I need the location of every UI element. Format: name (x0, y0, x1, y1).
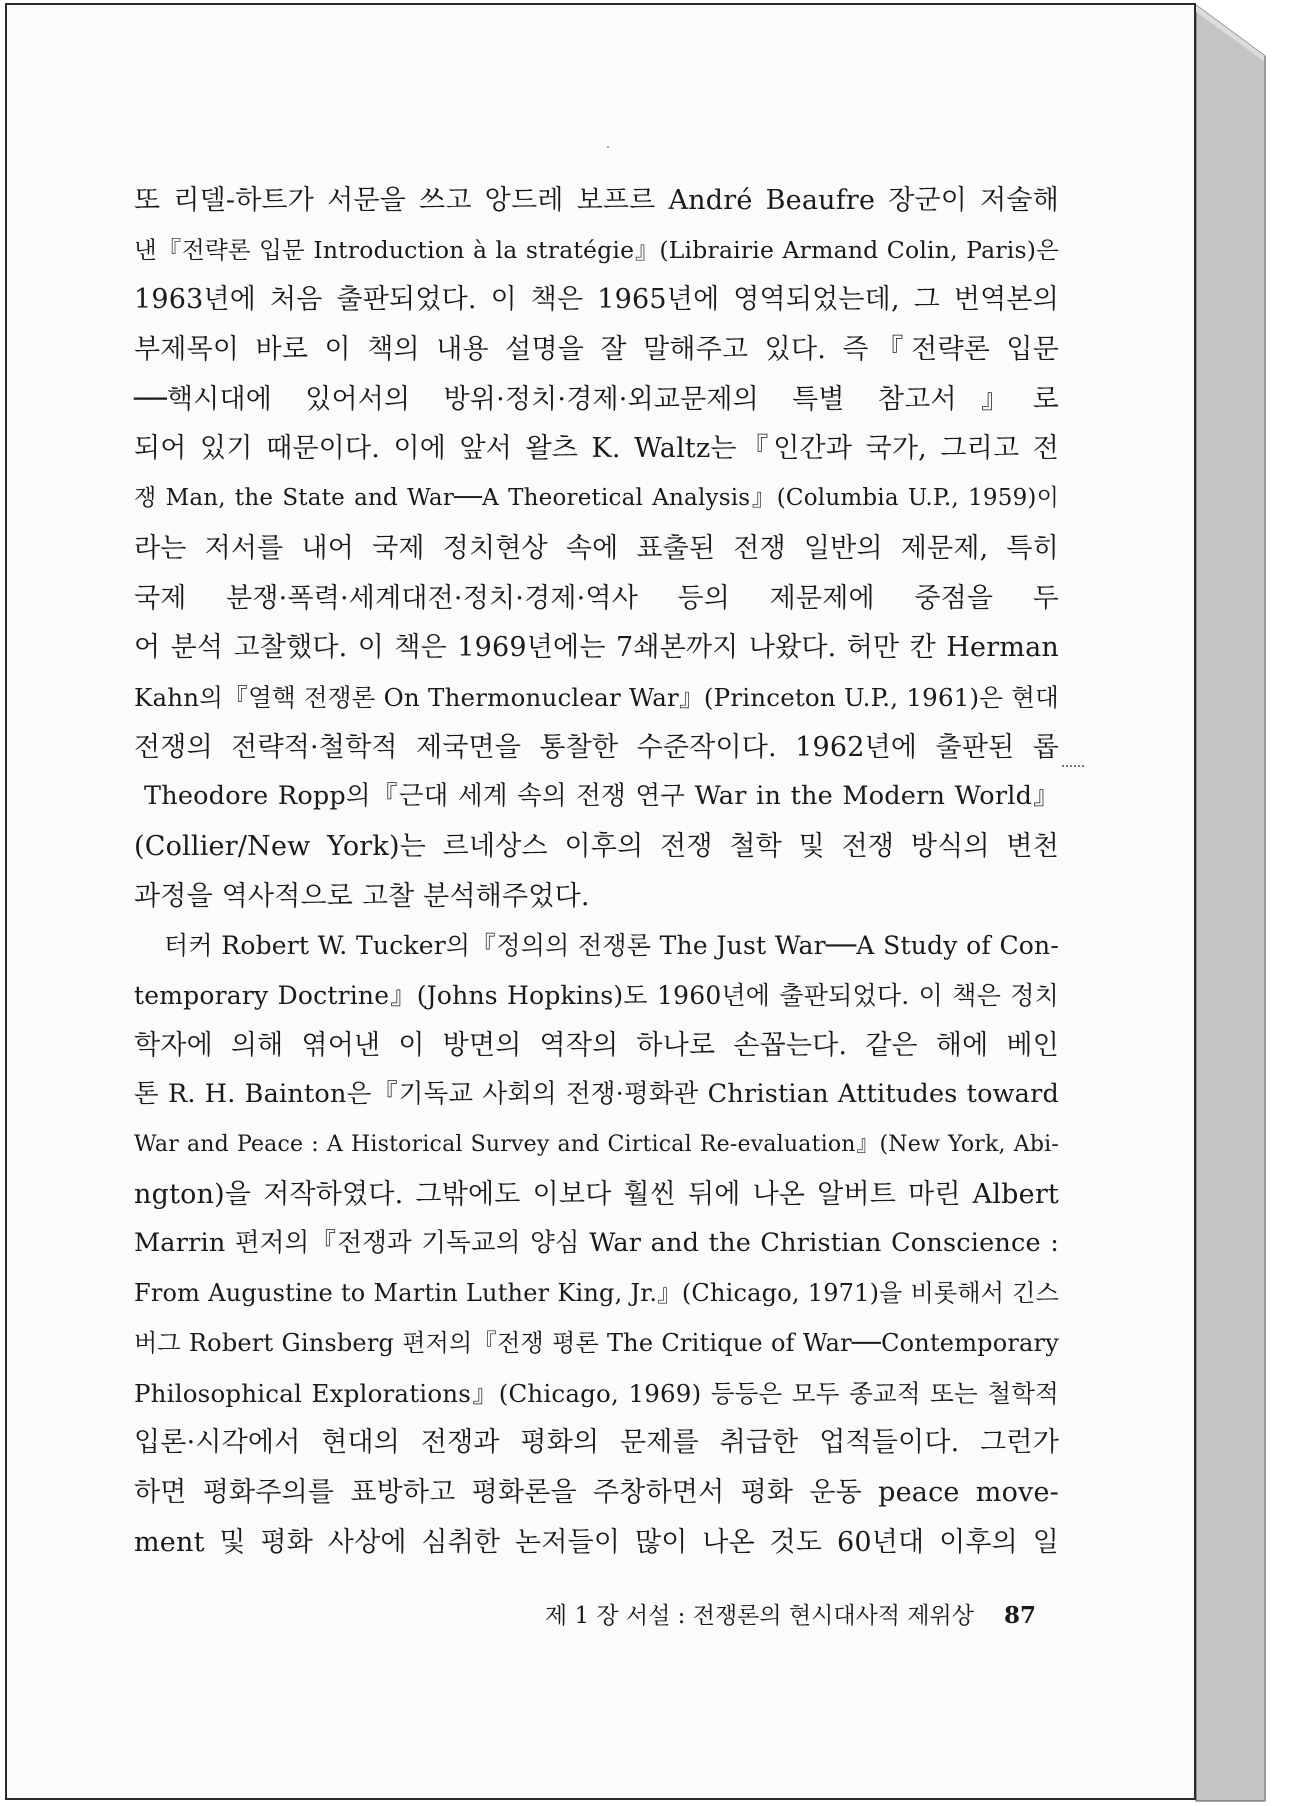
text-line: 쟁 Man, the State and War──A Theoretical Analysis』(Columbia U.P., 1959)이 (134, 485, 1059, 512)
text-line: (Collier/New York)는 르네상스 이후의 전쟁 철학 및 전쟁 방식의 변천 (134, 830, 1059, 862)
text-line: Kahn의『열핵 전쟁론 On Thermonuclear War』(Princeton U.P., 1961)은 현대 (134, 682, 1059, 712)
book-page (5, 3, 1196, 1800)
text-line: 터커 Robert W. Tucker의『정의의 전쟁론 The Just War──A Study of Con- (164, 931, 1059, 961)
text-line: 입론·시각에서 현대의 전쟁과 평화의 문제를 취급한 업적들이다. 그런가 (134, 1427, 1059, 1459)
text-line: 과정을 역사적으로 고찰 분석해주었다. (134, 880, 590, 912)
text-line: ngton)을 저작하였다. 그밖에도 이보다 훨씬 뒤에 나온 알버트 마린 Albert (134, 1178, 1059, 1210)
text-line: 1963년에 처음 출판되었다. 이 책은 1965년에 영역되었는데, 그 번역본의 (134, 284, 1059, 316)
text-line: 어 분석 고찰했다. 이 책은 1969년에는 7쇄본까지 나왔다. 허만 칸 Herman (134, 632, 1059, 664)
text-line: From Augustine to Martin Luther King, Jr.』(Chicago, 1971)을 비롯해서 긴스 (134, 1279, 1059, 1308)
chapter-title: 제 1 장 서설 : 전쟁론의 현시대사적 제위상 (544, 1603, 974, 1629)
text-line: 낸『전략론 입문 Introduction à la stratégie』(Librairie Armand Colin, Paris)은 (134, 235, 1059, 264)
text-line: 버그 Robert Ginsberg 편저의『전쟁 평론 The Critique of War──Contemporary (134, 1328, 1059, 1357)
text-line: 또 리델-하트가 서문을 쓰고 앙드레 보프르 André Beaufre 장군이 저술해 (134, 185, 1059, 216)
text-line: 전쟁의 전략적·철학적 제국면을 통찰한 수준작이다. 1962년에 출판된 롭 (134, 731, 1059, 763)
text-line: 국제 분쟁·폭력·세계대전·정치·경제·역사 등의 제문제에 중점을 두 (134, 582, 1059, 614)
text-line: 라는 저서를 내어 국제 정치현상 속에 표출된 전쟁 일반의 제문제, 특히 (134, 532, 1059, 564)
text-line: Philosophical Explorations』(Chicago, 1969) 등등은 모두 종교적 또는 철학적 (134, 1378, 1059, 1408)
running-footer (496, 1597, 1036, 1630)
margin-mark (1062, 765, 1084, 769)
text-line: 되어 있기 때문이다. 이에 앞서 왈츠 K. Waltz는『인간과 국가, 그리고 전 (134, 433, 1059, 465)
text-line: temporary Doctrine』(Johns Hopkins)도 1960년에 출판되었다. 이 책은 정치 (134, 981, 1059, 1010)
text-line: ment 및 평화 사상에 심취한 논저들이 많이 나온 것도 60년대 이후의 일 (134, 1526, 1059, 1558)
text-line: Theodore Ropp의『근대 세계 속의 전쟁 연구 War in the Modern World』 (144, 781, 1059, 812)
text-line: 톤 R. H. Bainton은『기독교 사회의 전쟁·평화관 Christian Attitudes toward (134, 1079, 1059, 1110)
page-number: 87 (1003, 1602, 1036, 1629)
text-line: 부제목이 바로 이 책의 내용 설명을 잘 말해주고 있다. 즉『전략론 입문 (134, 334, 1059, 366)
text-line: 하면 평화주의를 표방하고 평화론을 주창하면서 평화 운동 peace move- (134, 1476, 1059, 1508)
text-line: War and Peace : A Historical Survey and Cirtical Re-evaluation』(New York, Abi- (134, 1132, 1059, 1158)
text-line: ──핵시대에 있어서의 방위·정치·경제·외교문제의 특별 참고서』로 (134, 383, 1059, 415)
body-text (134, 176, 1059, 1567)
text-line: 학자에 의해 엮어낸 이 방면의 역작의 하나로 손꼽는다. 같은 해에 베인 (134, 1029, 1059, 1061)
text-line: Marrin 편저의『전쟁과 기독교의 양심 War and the Christian Conscience : (134, 1228, 1059, 1259)
page-speck (607, 146, 609, 148)
